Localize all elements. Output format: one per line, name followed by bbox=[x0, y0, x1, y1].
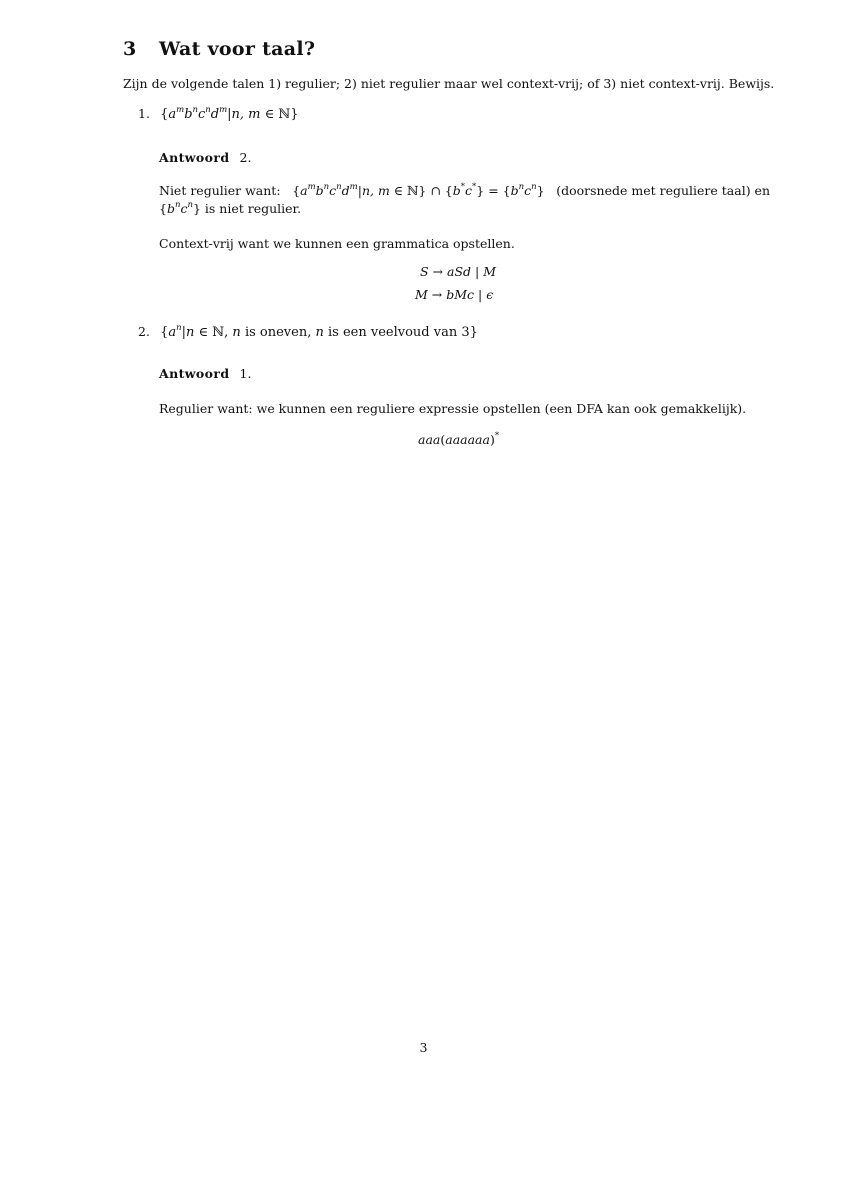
section-title: Wat voor taal? bbox=[159, 38, 316, 60]
item-2-language: {$a^n|n$ ∈ ℕ, n is oneven, n is een veelvoud van 3} bbox=[160, 323, 478, 340]
item-2-answer-value: 1. bbox=[239, 366, 252, 381]
item-1-proof-line-2 bbox=[159, 201, 770, 217]
item-1-answer-label: Antwoord bbox=[159, 150, 230, 165]
item-2-lang-tail: is oneven, bbox=[244, 325, 312, 340]
list-item-1 bbox=[138, 106, 299, 123]
item-1-proof-line-2-tail: is niet regulier. bbox=[204, 200, 302, 216]
item-1-language: {$a^mb^nc^nd^m|n$, m ∈ ℕ} bbox=[160, 105, 299, 122]
item-1-proof-paragraph bbox=[159, 183, 770, 216]
section-heading bbox=[123, 38, 315, 62]
item-2-lang-tail-2: is een veelvoud van 3} bbox=[328, 325, 478, 340]
regular-expression: aaa(aaaaaa)* bbox=[418, 431, 500, 447]
item-1-proof-formula: {$a^mb^nc^nd^m|n$, m ∈ ℕ} ∩ $\{b^*c^*\} = \{b^nc^n\}$ bbox=[292, 182, 545, 198]
item-1-answer-value: 2. bbox=[239, 150, 252, 165]
page-number: 3 bbox=[419, 1040, 428, 1055]
item-1-proof-formula-2: $\{b^nc^n\}$ bbox=[159, 199, 201, 216]
item-2-proof-paragraph: Regulier want: we kunnen een reguliere expressie opstellen (een DFA kan ook gemakkelijk). bbox=[159, 401, 747, 416]
item-2-number: 2. bbox=[138, 324, 150, 339]
list-item-2 bbox=[138, 324, 478, 341]
item-2-answer-heading bbox=[159, 366, 251, 382]
item-1-proof-line-1 bbox=[159, 183, 770, 199]
item-1-number: 1. bbox=[138, 106, 150, 121]
item-1-context-free-paragraph: Context-vrij want we kunnen een grammatica opstellen. bbox=[159, 236, 515, 251]
item-2-answer-label: Antwoord bbox=[159, 366, 230, 381]
intro-paragraph: Zijn de volgende talen 1) regulier; 2) niet regulier maar wel context-vrij; of 3) niet context-vrij. Bewijs. bbox=[123, 76, 775, 91]
grammar-rule-1: S → aSd | M bbox=[420, 264, 496, 279]
grammar-rule-2: M → bMc | ϵ bbox=[415, 287, 494, 302]
item-1-proof-tail: (doorsnede met reguliere taal) en bbox=[556, 183, 770, 198]
item-1-answer-heading bbox=[159, 150, 251, 166]
item-1-proof-lead: Niet regulier want: bbox=[159, 183, 281, 198]
section-number: 3 bbox=[123, 38, 137, 60]
